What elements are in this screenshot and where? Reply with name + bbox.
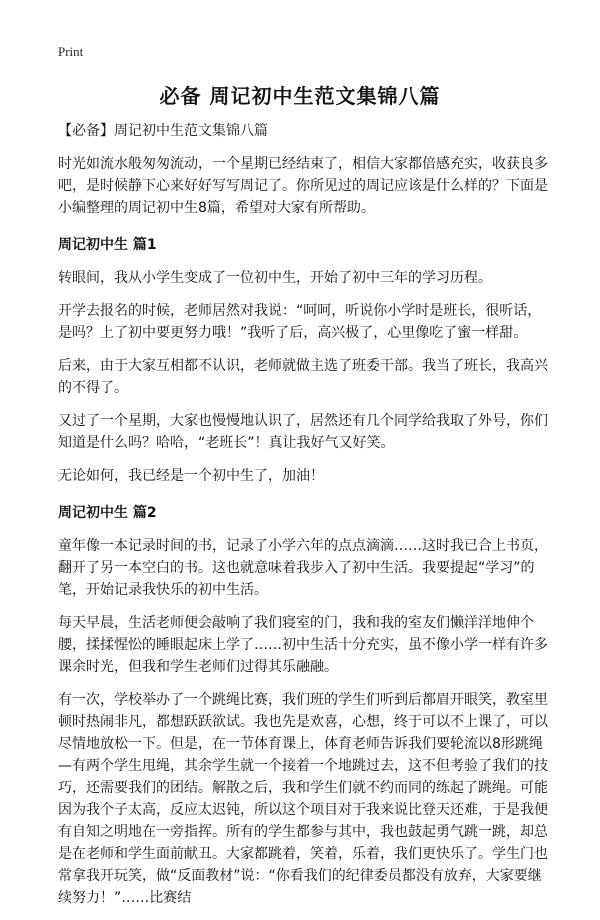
section-heading: 周记初中生 篇1 — [58, 237, 157, 253]
section-paragraph: 又过了一个星期，大家也慢慢地认识了，居然还有几个同学给我取了外号，你们知道是什么吗？哈哈，“老班长”！真让我好气又好笑。 — [58, 413, 548, 451]
section-paragraph: 开学去报名的时候，老师居然对我说：“呵呵，听说你小学时是班长，很听话，是吗？上了初中要更努力哦！”我听了后，高兴极了，心里像吃了蜜一样甜。 — [58, 303, 542, 341]
section-paragraph: 有一次，学校举办了一个跳绳比赛，我们班的学生们听到后都眉开眼笑，教室里顿时热闹非凡，都想跃跃欲试。我也先是欢喜，心想，终于可以不上课了，可以尽情地放松一下。但是，在一节体育课上，体育老师告诉我们要轮流以8形跳绳—有两个学生甩绳，其余学生就一个接着一个地跳过去，这不但考验了我们的技巧，还需要我们的团结。解散之后，我和学生们就不约而同的练起了跳绳。可能因为我个子太高，反应太迟钝，所以这个项目对于我来说比登天还难，于是我便有自知之明地在一旁指挥。所有的学生都参与其中，我也鼓起勇气跳一跳，却总是在老师和学生面前献丑。大家都跳着，笑着，乐着，我们更快乐了。学生门也常拿我开玩笑，做“反面教材”说：“你看我们的纪律委员都没有放弃，大家要继续努力！”……比赛结 — [58, 692, 548, 906]
document-body — [58, 120, 548, 920]
section-paragraph: 无论如何，我已经是一个初中生了，加油！ — [58, 468, 324, 484]
document-subtitle: 【必备】周记初中生范文集锦八篇 — [58, 123, 268, 139]
section-paragraph: 童年像一本记录时间的书，记录了小学六年的点点滴滴……这时我已合上书页，翻开了另一本空白的书。这也就意味着我步入了初中生活。我要提起“学习”的笔，开始记录我快乐的初中生活。 — [58, 538, 548, 598]
section-paragraph: 转眼间，我从小学生变成了一位初中生，开始了初中三年的学习历程。 — [58, 270, 492, 286]
document-title: 必备 周记初中生范文集锦八篇 — [159, 84, 441, 108]
section-paragraph: 后来，由于大家互相都不认识，老师就做主选了班委干部。我当了班长，我高兴的不得了。 — [58, 358, 548, 396]
intro-paragraph: 时光如流水般匆匆流动，一个星期已经结束了，相信大家都倍感充实，收获良多吧，是时候静下心来好好写写周记了。你所见过的周记应该是什么样的？下面是小编整理的周记初中生8篇，希望对大家有所帮助。 — [58, 156, 548, 216]
section-paragraph: 每天早晨，生活老师便会敲响了我们寝室的门，我和我的室友们懒洋洋地伸个腰，揉揉惺忪的睡眼起床上学了……初中生活十分充实，虽不像小学一样有许多课余时光，但我和学生老师们过得其乐融融。 — [58, 615, 548, 675]
section-heading: 周记初中生 篇2 — [58, 505, 157, 521]
print-label: Print — [58, 44, 84, 59]
